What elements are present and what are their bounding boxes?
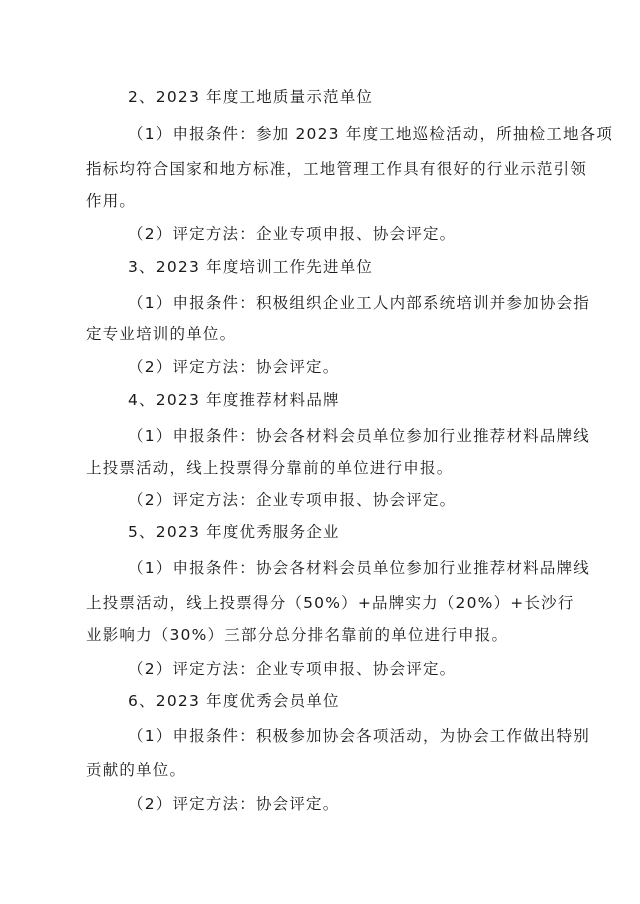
condition-line: 定专业培训的单位。 xyxy=(86,325,237,343)
section-heading: 4、2023 年度推荐材料品牌 xyxy=(128,391,340,409)
condition-line: （1）申报条件：协会各材料会员单位参加行业推荐材料品牌线 xyxy=(128,559,590,577)
condition-line: （1）申报条件：参加 2023 年度工地巡检活动，所抽检工地各项 xyxy=(128,125,614,143)
section-heading: 6、2023 年度优秀会员单位 xyxy=(128,692,340,710)
condition-line: （1）申报条件：积极参加协会各项活动，为协会工作做出特别 xyxy=(128,727,590,745)
condition-line: 业影响力（30%）三部分总分排名靠前的单位进行申报。 xyxy=(86,626,509,644)
section-heading: 3、2023 年度培训工作先进单位 xyxy=(128,258,374,276)
method-line: （2）评定方法：企业专项申报、协会评定。 xyxy=(128,660,457,678)
section-heading: 2、2023 年度工地质量示范单位 xyxy=(128,88,374,106)
method-line: （2）评定方法：企业专项申报、协会评定。 xyxy=(128,491,457,509)
method-line: （2）评定方法：协会评定。 xyxy=(128,358,340,376)
condition-line: 作用。 xyxy=(86,192,137,210)
condition-line: （1）申报条件：积极组织企业工人内部系统培训并参加协会指 xyxy=(128,294,590,312)
method-line: （2）评定方法：协会评定。 xyxy=(128,795,340,813)
condition-line: （1）申报条件：协会各材料会员单位参加行业推荐材料品牌线 xyxy=(128,427,590,445)
condition-line: 贡献的单位。 xyxy=(86,761,187,779)
condition-line: 上投票活动，线上投票得分靠前的单位进行申报。 xyxy=(86,459,454,477)
method-line: （2）评定方法：企业专项申报、协会评定。 xyxy=(128,225,457,243)
condition-line: 指标均符合国家和地方标准，工地管理工作具有很好的行业示范引领 xyxy=(86,160,588,178)
section-heading: 5、2023 年度优秀服务企业 xyxy=(128,523,340,541)
condition-line: 上投票活动，线上投票得分（50%）+品牌实力（20%）+长沙行 xyxy=(86,594,575,612)
